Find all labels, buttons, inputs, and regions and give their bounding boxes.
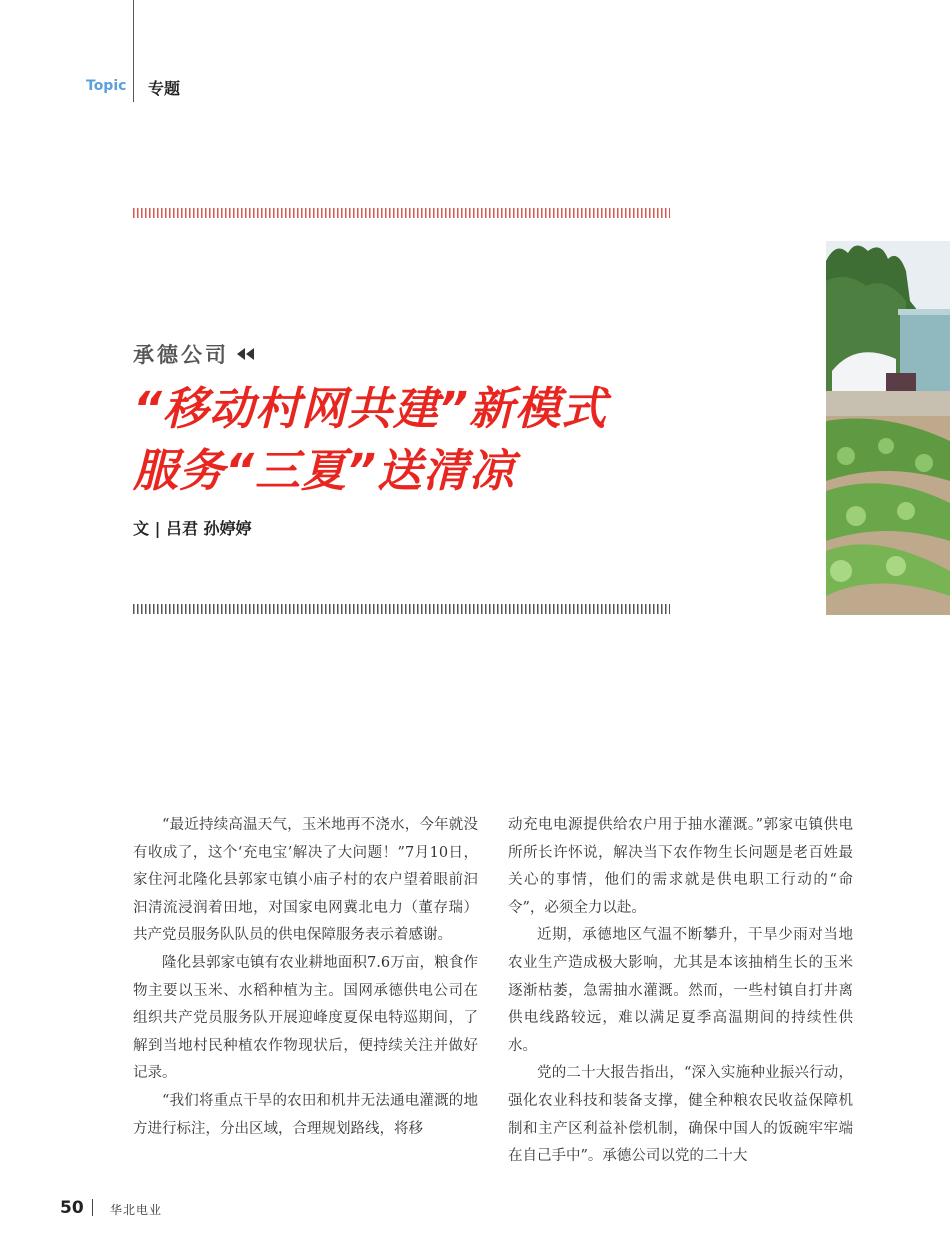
article-column-left [133,812,478,1143]
kicker-text: 承德公司 [133,343,229,367]
article-kicker [133,339,255,369]
paragraph: 近期，承德地区气温不断攀升，干旱少雨对当地农业生产造成极大影响，尤其是本该抽梢生长的玉米逐渐枯萎，急需抽水灌溉。然而，一些村镇自打井离供电线路较远，难以满足夏季高温期间的持续性供水。 [508,927,853,1054]
topic-label-cn: 专题 [148,79,181,98]
paragraph: 隆化县郭家屯镇有农业耕地面积7.6万亩，粮食作物主要以玉米、水稻种植为主。国网承德供电公司在组织共产党员服务队开展迎峰度夏保电特巡期间，了解到当地村民种植农作物现状后，便持续关注并做好记录。 [133,954,478,1082]
paragraph: 动充电电源提供给农户用于抽水灌溉。”郭家屯镇供电所所长许怀说，解决当下农作物生长问题是老百姓最关心的事情，他们的需求就是供电职工行动的“命令”，必须全力以赴。 [508,817,853,916]
magazine-name: 华北电业 [110,1203,163,1217]
article-column-right [508,812,853,1171]
double-left-arrow-icon [237,348,255,360]
title-top-dashed-rule [133,208,670,218]
headline-line-1: “移动村网共建”新模式 [133,382,607,435]
title-bottom-dashed-rule [133,604,670,614]
farm-field-photo [826,241,950,615]
topic-label-en: Topic [86,78,127,94]
paragraph: “我们将重点干旱的农田和机井无法通电灌溉的地方进行标注，分出区域，合理规划路线，将移 [133,1092,478,1137]
paragraph: 党的二十大报告指出，“深入实施种业振兴行动，强化农业科技和装备支撑，健全种粮农民收益保障机制和主产区利益补偿机制，确保中国人的饭碗牢牢端在自己手中”。承德公司以党的二十大 [508,1065,853,1165]
article-headline [133,378,607,502]
footer-vertical-rule [92,1199,93,1216]
page-number: 50 [60,1198,84,1218]
header-vertical-rule [133,0,134,102]
article-byline: 文 | 吕君 孙婷婷 [133,519,252,538]
headline-line-2: 服务“三夏”送清凉 [133,444,515,497]
paragraph: “最近持续高温天气，玉米地再不浇水，今年就没有收成了，这个‘充电宝’解决了大问题！”7月10日，家住河北隆化县郭家屯镇小庙子村的农户望着眼前汩汩清流浸润着田地，对国家电网冀北电力（董存瑞）共产党员服务队队员的供电保障服务表示着感谢。 [133,817,478,944]
